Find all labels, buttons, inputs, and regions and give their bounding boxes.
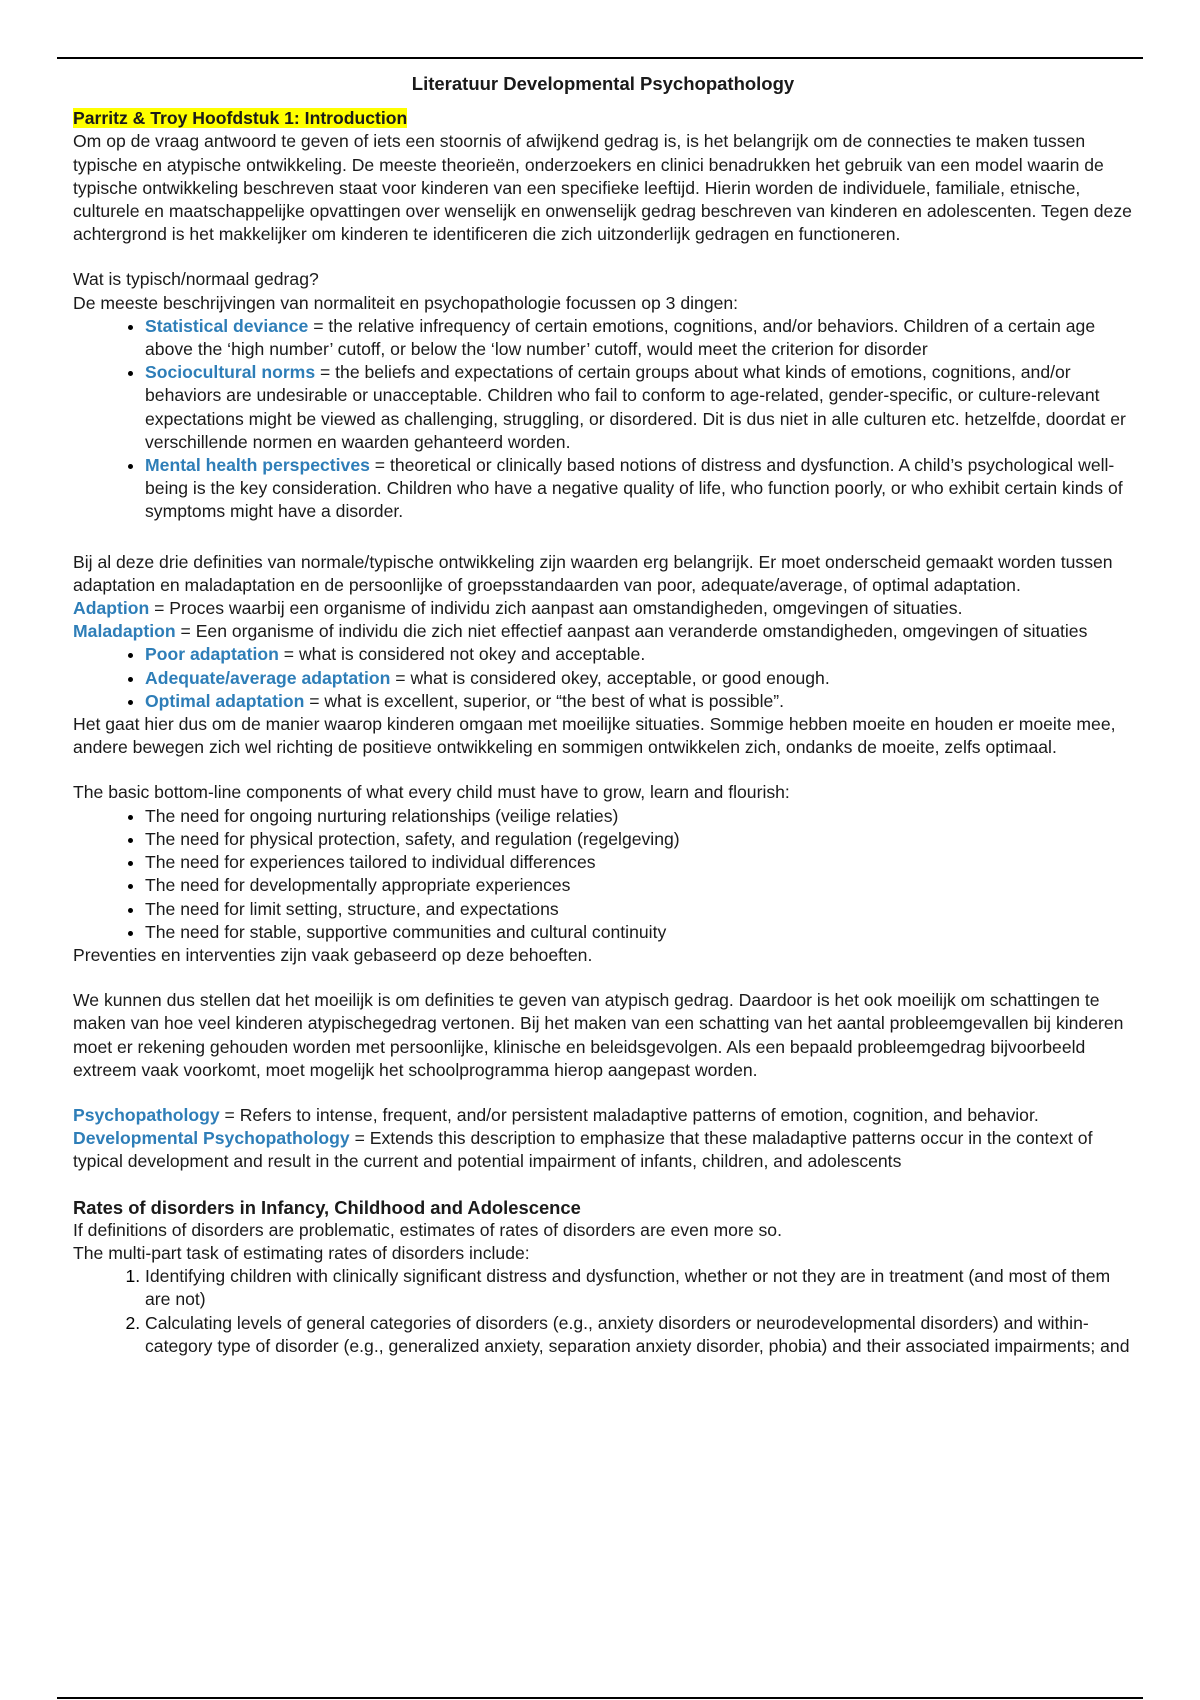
document-page [73, 72, 1133, 1358]
maladaption-definition [73, 620, 1133, 643]
term: Developmental Psychopathology [73, 1128, 350, 1149]
list-item: • The need for stable, supportive communities and cultural continuity [145, 921, 1133, 944]
definition: = the relative infrequency of certain emotions, cognitions, and/or behaviors. Children of a certain age above the ‘high number’ cutoff, or below the ‘low number’ cutoff, would meet the criterion for disorder [145, 315, 1096, 360]
definition: = Refers to intense, frequent, and/or persistent maladaptive patterns of emotion, cognition, and behavior. [219, 1104, 1039, 1125]
intro-paragraph: Om op de vraag antwoord te geven of iets een stoornis of afwijkend gedrag is, is het belangrijk om de connecties te maken tussen typische en atypische ontwikkeling. De meeste theorieën, onderzoekers en clinici benadrukken het gebruik van een model waarin de typische ontwikkeling beschreven staat voor kinderen van een specifieke leeftijd. Hierin worden de individuele, familiale, etnische, culturele en maatschappelijke opvattingen over wenselijk en onwenselijk gedrag beschreven van kinderen en adolescenten. Tegen deze achtergrond is het makkelijker om kinderen te identificeren die zich uitzonderlijk gedragen en functioneren. [73, 131, 1132, 245]
list-item [145, 361, 1133, 454]
definition: = theoretical or clinically based notions of distress and dysfunction. A child’s psychological well-being is the key consideration. Children who have a negative quality of life, who function poorly, or who exhibit certain kinds of symptoms might have a disorder. [145, 455, 1123, 522]
bottom-rule [57, 1697, 1143, 1699]
needs-outro: Preventies en interventies zijn vaak gebaseerd op deze behoeften. [73, 944, 593, 965]
term: Mental health perspectives [145, 455, 370, 476]
chapter-heading [73, 107, 1133, 130]
list-item [145, 667, 1133, 690]
term: Optimal adaptation [145, 690, 305, 711]
definition: = Proces waarbij een organisme of individu zich aanpast aan omstandigheden, omgevingen of situaties. [149, 598, 963, 619]
rates-line-2: The multi-part task of estimating rates of disorders include: [73, 1242, 530, 1263]
rates-heading: Rates of disorders in Infancy, Childhood and Adolescence [73, 1196, 581, 1218]
definition: = what is considered okey, acceptable, or good enough. [390, 667, 830, 688]
normality-list [73, 315, 1133, 524]
adaptation-summary: Het gaat hier dus om de manier waarop kinderen omgaan met moeilijke situaties. Sommige hebben moeite en houden er moeite mee, andere bewegen zich wel richting de positieve ontwikkeling en sommigen ontwikkelen zich, ondanks de moeite, zelfs optimaal. [73, 714, 1116, 758]
top-rule [57, 57, 1143, 59]
rates-line-1: If definitions of disorders are problematic, estimates of rates of disorders are even more so. [73, 1219, 782, 1240]
term: Adaption [73, 598, 150, 619]
normal-intro: De meeste beschrijvingen van normaliteit en psychopathologie focussen op 3 dingen: [73, 292, 739, 313]
definition: = the beliefs and expectations of certain groups about what kinds of emotions, cognitions, and/or behaviors are undesirable or unacceptable. Children who fail to conform to age-related, gender-specific, or culture-relevant expectations might be viewed as challenging, struggling, or disordered. Dit is dus niet in alle culturen etc. hetzelfde, doordat er verschillende normen en waarden gehanteerd worden. [145, 362, 1126, 452]
term: Psychopathology [73, 1104, 220, 1125]
estimates-paragraph: We kunnen dus stellen dat het moeilijk is om definities te geven van atypisch gedrag. Daardoor is het ook moeilijk om schattingen te maken van hoe veel kinderen atypischegedrag vertonen. Bij het maken van een schatting van het aantal probleemgevallen bij kinderen moet er rekening gehouden worden met persoonlijke, klinische en beleidsgevolgen. Als een bepaald probleemgedrag bijvoorbeeld extreem vaak voorkomt, moet mogelijk het schoolprogramma hierop aangepast worden. [73, 990, 1124, 1080]
definition: = Een organisme of individu die zich niet effectief aanpast aan veranderde omstandigheden, omgevingen of situaties [175, 621, 1088, 642]
term: Maladaption [73, 621, 176, 642]
list-item [145, 454, 1133, 524]
adaption-definition [73, 597, 1133, 620]
term: Poor adaptation [145, 644, 279, 665]
list-item [145, 643, 1133, 666]
document-title: Literatuur Developmental Psychopathology [411, 73, 795, 94]
definition: = Extends this description to emphasize that these maladaptive patterns occur in the context of typical development and result in the current and potential impairment of infants, children, and adolescents [73, 1128, 1093, 1172]
list-item [145, 690, 1133, 713]
term: Adequate/average adaptation [145, 667, 391, 688]
term: Statistical deviance [145, 315, 309, 336]
list-item: 1. Identifying children with clinically significant distress and dysfunction, whether or not they are in treatment (and most of them are not) [145, 1265, 1133, 1311]
normal-question: Wat is typisch/normaal gedrag? [73, 269, 319, 290]
list-item: • The need for experiences tailored to individual differences [145, 851, 1133, 874]
list-item [145, 315, 1133, 361]
list-item: • The need for physical protection, safety, and regulation (regelgeving) [145, 828, 1133, 851]
list-item: • The need for ongoing nurturing relationships (veilige relaties) [145, 805, 1133, 828]
definition: = what is considered not okey and acceptable. [278, 644, 646, 665]
rates-list [73, 1265, 1133, 1358]
term: Sociocultural norms [145, 362, 316, 383]
chapter-heading-highlight: Parritz & Troy Hoofdstuk 1: Introduction [73, 108, 408, 129]
values-paragraph: Bij al deze drie definities van normale/typische ontwikkeling zijn waarden erg belangrijk. Er moet onderscheid gemaakt worden tussen adaptation en maladaptation en de persoonlijke of groepsstandaarden van poor, adequate/average, of optimal adaptation. [73, 551, 1113, 595]
needs-intro: The basic bottom-line components of what every child must have to grow, learn and flourish: [73, 782, 790, 803]
definition: = what is excellent, superior, or “the best of what is possible”. [304, 690, 785, 711]
needs-list [73, 805, 1133, 944]
dev-psychopathology-definition [73, 1127, 1133, 1173]
list-item: 2. Calculating levels of general categories of disorders (e.g., anxiety disorders or neurodevelopmental disorders) and within-category type of disorder (e.g., generalized anxiety, separation anxiety disorder, phobia) and their associated impairments; and [145, 1312, 1133, 1358]
list-item: • The need for limit setting, structure, and expectations [145, 898, 1133, 921]
psychopathology-definition [73, 1104, 1133, 1127]
adaptation-list [73, 643, 1133, 713]
list-item: • The need for developmentally appropriate experiences [145, 874, 1133, 897]
